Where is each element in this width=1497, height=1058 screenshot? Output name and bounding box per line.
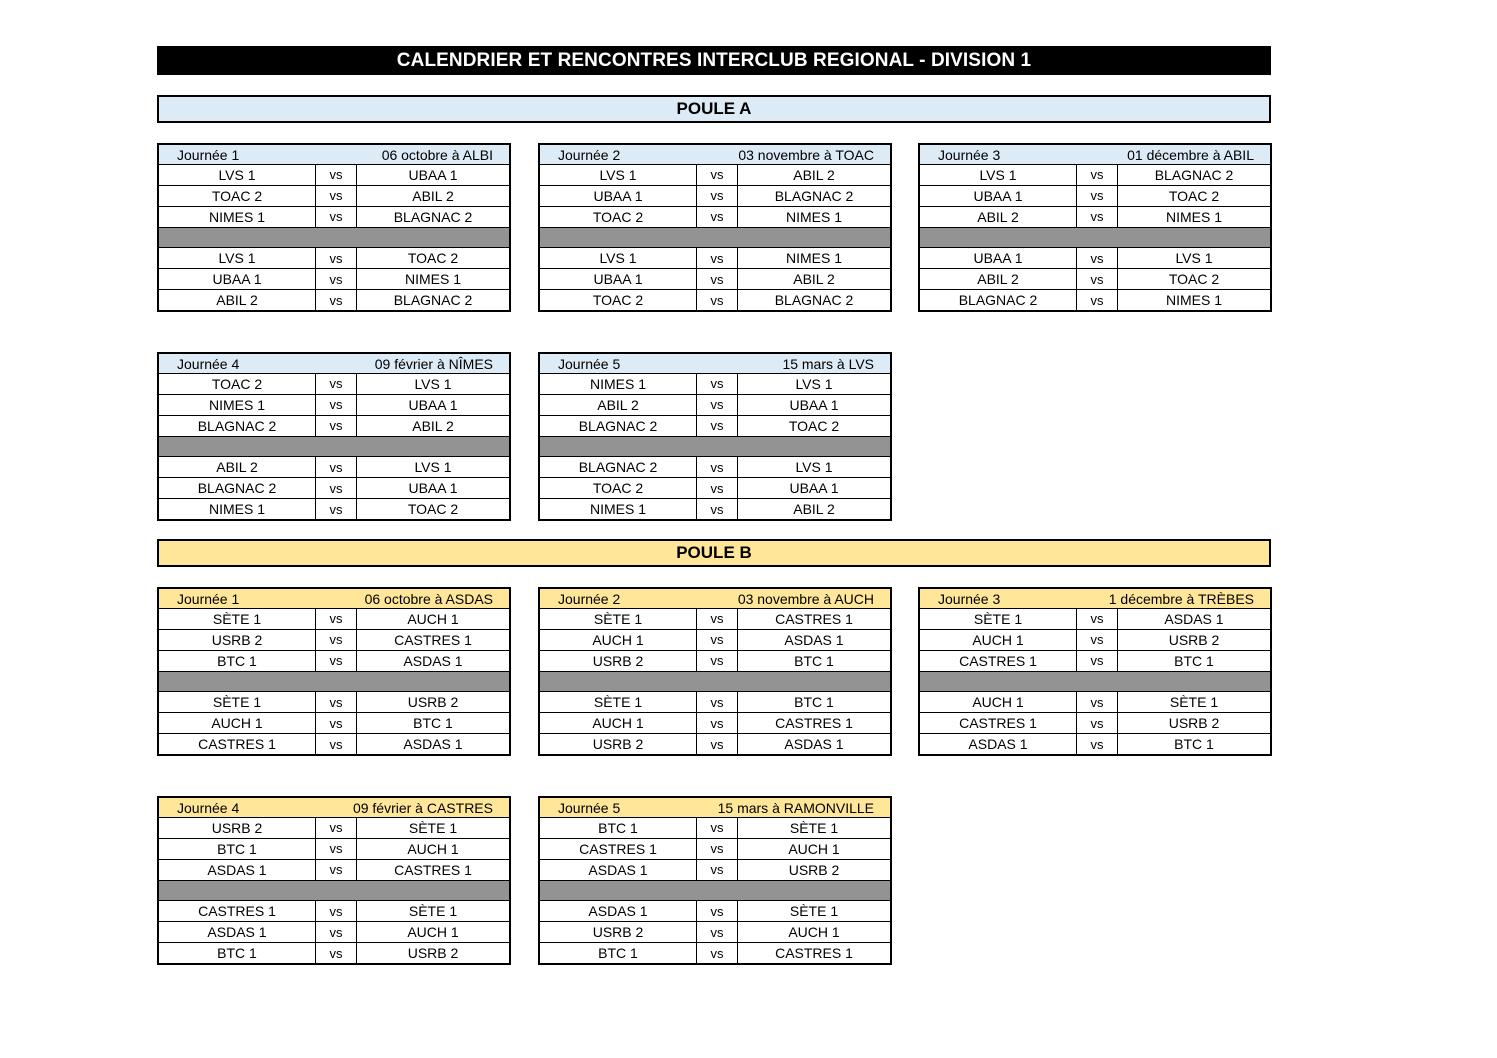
match-row bbox=[159, 165, 509, 186]
journee-block bbox=[157, 143, 511, 312]
away-team: ASDAS 1 bbox=[403, 736, 463, 753]
vs-label: vs bbox=[316, 839, 357, 859]
away-team: NIMES 1 bbox=[1165, 208, 1222, 225]
separator-row bbox=[159, 881, 509, 902]
home-team: CASTRES 1 bbox=[920, 713, 1077, 733]
away-team: ASDAS 1 bbox=[784, 736, 844, 753]
away-team: ASDAS 1 bbox=[1164, 610, 1224, 627]
away-team: CASTRES 1 bbox=[775, 715, 853, 732]
match-row bbox=[920, 207, 1270, 228]
away-team: BTC 1 bbox=[794, 694, 834, 711]
journee-block bbox=[538, 796, 892, 965]
away-team: LVS 1 bbox=[1175, 250, 1213, 267]
away-team: TOAC 2 bbox=[407, 250, 459, 267]
vs-label: vs bbox=[316, 922, 357, 942]
away-team: LVS 1 bbox=[795, 459, 833, 476]
match-row bbox=[159, 207, 509, 228]
home-team: CASTRES 1 bbox=[159, 734, 316, 754]
match-row bbox=[540, 692, 890, 713]
journee-label: Journée 1 bbox=[177, 146, 240, 163]
journee-block bbox=[538, 143, 892, 312]
away-team: CASTRES 1 bbox=[775, 945, 853, 962]
away-team: LVS 1 bbox=[795, 375, 833, 392]
vs-label: vs bbox=[316, 207, 357, 227]
vs-label: vs bbox=[316, 692, 357, 712]
journee-date: 09 février à CASTRES bbox=[352, 799, 493, 816]
vs-label: vs bbox=[1077, 269, 1118, 289]
away-team: TOAC 2 bbox=[407, 501, 459, 518]
home-team: LVS 1 bbox=[159, 248, 316, 268]
match-row bbox=[159, 499, 509, 519]
poule-b-header: POULE B bbox=[157, 539, 1271, 567]
home-team: TOAC 2 bbox=[540, 207, 697, 227]
away-team: UBAA 1 bbox=[408, 166, 458, 183]
away-team: BTC 1 bbox=[794, 652, 834, 669]
home-team: NIMES 1 bbox=[540, 499, 697, 519]
vs-label: vs bbox=[1077, 248, 1118, 268]
home-team: NIMES 1 bbox=[159, 499, 316, 519]
home-team: USRB 2 bbox=[540, 734, 697, 754]
journee-label: Journée 1 bbox=[177, 590, 240, 607]
vs-label: vs bbox=[697, 630, 738, 650]
away-team: UBAA 1 bbox=[408, 396, 458, 413]
home-team: SÈTE 1 bbox=[159, 692, 316, 712]
home-team: SÈTE 1 bbox=[540, 692, 697, 712]
match-row bbox=[159, 860, 509, 881]
away-team: BTC 1 bbox=[1174, 736, 1214, 753]
journee-date: 06 octobre à ASDAS bbox=[364, 590, 493, 607]
vs-label: vs bbox=[316, 651, 357, 671]
journee-label: Journée 5 bbox=[558, 799, 621, 816]
vs-label: vs bbox=[1077, 207, 1118, 227]
away-team: USRB 2 bbox=[1168, 631, 1220, 648]
home-team: ASDAS 1 bbox=[159, 922, 316, 942]
away-team: ABIL 2 bbox=[793, 501, 835, 518]
away-team: UBAA 1 bbox=[408, 480, 458, 497]
journee-label: Journée 2 bbox=[558, 590, 621, 607]
separator-row bbox=[540, 437, 890, 458]
away-team: AUCH 1 bbox=[788, 924, 840, 941]
away-team: BLAGNAC 2 bbox=[1154, 166, 1234, 183]
match-row bbox=[159, 395, 509, 416]
home-team: ASDAS 1 bbox=[540, 901, 697, 921]
vs-label: vs bbox=[697, 651, 738, 671]
match-row bbox=[920, 165, 1270, 186]
away-team: ABIL 2 bbox=[793, 271, 835, 288]
journee-label: Journée 3 bbox=[938, 146, 1001, 163]
match-row bbox=[540, 416, 890, 437]
vs-label: vs bbox=[697, 818, 738, 838]
vs-label: vs bbox=[316, 478, 357, 498]
away-team: ABIL 2 bbox=[412, 187, 454, 204]
journee-header bbox=[540, 798, 890, 818]
home-team: AUCH 1 bbox=[540, 630, 697, 650]
separator-row bbox=[159, 228, 509, 249]
away-team: SÈTE 1 bbox=[408, 819, 458, 836]
vs-label: vs bbox=[316, 457, 357, 477]
home-team: LVS 1 bbox=[159, 165, 316, 185]
journee-block bbox=[157, 587, 511, 756]
home-team: UBAA 1 bbox=[920, 186, 1077, 206]
vs-label: vs bbox=[1077, 186, 1118, 206]
vs-label: vs bbox=[316, 499, 357, 519]
journee-block bbox=[918, 143, 1272, 312]
away-team: TOAC 2 bbox=[788, 417, 840, 434]
journee-block bbox=[157, 796, 511, 965]
home-team: AUCH 1 bbox=[920, 692, 1077, 712]
vs-label: vs bbox=[316, 860, 357, 880]
away-team: SÈTE 1 bbox=[789, 819, 839, 836]
journee-date: 06 octobre à ALBI bbox=[381, 146, 493, 163]
home-team: BTC 1 bbox=[159, 651, 316, 671]
vs-label: vs bbox=[316, 734, 357, 754]
match-row bbox=[540, 248, 890, 269]
journee-block bbox=[538, 352, 892, 521]
journee-header bbox=[159, 145, 509, 165]
match-row bbox=[920, 734, 1270, 754]
match-row bbox=[540, 290, 890, 310]
vs-label: vs bbox=[697, 943, 738, 963]
away-team: UBAA 1 bbox=[789, 480, 839, 497]
vs-label: vs bbox=[697, 416, 738, 436]
match-row bbox=[540, 713, 890, 734]
away-team: TOAC 2 bbox=[1168, 271, 1220, 288]
home-team: USRB 2 bbox=[540, 651, 697, 671]
home-team: ASDAS 1 bbox=[920, 734, 1077, 754]
vs-label: vs bbox=[1077, 165, 1118, 185]
vs-label: vs bbox=[316, 248, 357, 268]
away-team: UBAA 1 bbox=[789, 396, 839, 413]
home-team: AUCH 1 bbox=[540, 713, 697, 733]
vs-label: vs bbox=[1077, 692, 1118, 712]
match-row bbox=[920, 269, 1270, 290]
vs-label: vs bbox=[697, 207, 738, 227]
journee-label: Journée 4 bbox=[177, 799, 240, 816]
journee-date: 09 février à NÎMES bbox=[374, 355, 493, 372]
home-team: CASTRES 1 bbox=[920, 651, 1077, 671]
match-row bbox=[159, 839, 509, 860]
vs-label: vs bbox=[316, 269, 357, 289]
home-team: USRB 2 bbox=[159, 630, 316, 650]
match-row bbox=[159, 713, 509, 734]
away-team: LVS 1 bbox=[414, 375, 452, 392]
home-team: USRB 2 bbox=[159, 818, 316, 838]
match-row bbox=[159, 290, 509, 310]
match-row bbox=[540, 165, 890, 186]
vs-label: vs bbox=[697, 374, 738, 394]
home-team: CASTRES 1 bbox=[159, 901, 316, 921]
home-team: AUCH 1 bbox=[159, 713, 316, 733]
home-team: BTC 1 bbox=[540, 943, 697, 963]
vs-label: vs bbox=[697, 860, 738, 880]
journee-date: 01 décembre à ABIL bbox=[1127, 146, 1254, 163]
vs-label: vs bbox=[316, 630, 357, 650]
away-team: NIMES 1 bbox=[1165, 292, 1222, 309]
journee-block bbox=[538, 587, 892, 756]
match-row bbox=[920, 186, 1270, 207]
away-team: USRB 2 bbox=[1168, 715, 1220, 732]
match-row bbox=[159, 901, 509, 922]
home-team: BTC 1 bbox=[159, 943, 316, 963]
home-team: LVS 1 bbox=[540, 248, 697, 268]
away-team: ABIL 2 bbox=[412, 417, 454, 434]
away-team: BLAGNAC 2 bbox=[774, 292, 854, 309]
vs-label: vs bbox=[697, 609, 738, 629]
home-team: ASDAS 1 bbox=[159, 860, 316, 880]
vs-label: vs bbox=[697, 248, 738, 268]
away-team: SÈTE 1 bbox=[1169, 694, 1219, 711]
away-team: BTC 1 bbox=[413, 715, 453, 732]
journee-header bbox=[920, 589, 1270, 609]
home-team: NIMES 1 bbox=[159, 395, 316, 415]
match-row bbox=[540, 839, 890, 860]
match-row bbox=[540, 943, 890, 963]
home-team: ASDAS 1 bbox=[540, 860, 697, 880]
vs-label: vs bbox=[1077, 609, 1118, 629]
vs-label: vs bbox=[316, 609, 357, 629]
journee-date: 15 mars à RAMONVILLE bbox=[717, 799, 874, 816]
away-team: USRB 2 bbox=[407, 945, 459, 962]
vs-label: vs bbox=[1077, 713, 1118, 733]
away-team: ASDAS 1 bbox=[784, 631, 844, 648]
vs-label: vs bbox=[697, 839, 738, 859]
match-row bbox=[540, 860, 890, 881]
match-row bbox=[540, 922, 890, 943]
away-team: USRB 2 bbox=[788, 861, 840, 878]
away-team: SÈTE 1 bbox=[789, 903, 839, 920]
vs-label: vs bbox=[1077, 651, 1118, 671]
away-team: ASDAS 1 bbox=[403, 652, 463, 669]
home-team: TOAC 2 bbox=[159, 374, 316, 394]
match-row bbox=[920, 651, 1270, 672]
away-team: BLAGNAC 2 bbox=[393, 292, 473, 309]
journee-header bbox=[159, 798, 509, 818]
away-team: AUCH 1 bbox=[788, 840, 840, 857]
match-row bbox=[159, 651, 509, 672]
home-team: SÈTE 1 bbox=[159, 609, 316, 629]
separator-row bbox=[540, 881, 890, 902]
home-team: TOAC 2 bbox=[159, 186, 316, 206]
away-team: NIMES 1 bbox=[404, 271, 461, 288]
away-team: NIMES 1 bbox=[785, 208, 842, 225]
match-row bbox=[159, 818, 509, 839]
separator-row bbox=[540, 228, 890, 249]
match-row bbox=[540, 499, 890, 519]
vs-label: vs bbox=[697, 395, 738, 415]
away-team: USRB 2 bbox=[407, 694, 459, 711]
separator-row bbox=[920, 672, 1270, 693]
home-team: TOAC 2 bbox=[540, 290, 697, 310]
away-team: NIMES 1 bbox=[785, 250, 842, 267]
journee-header bbox=[920, 145, 1270, 165]
away-team: BLAGNAC 2 bbox=[774, 187, 854, 204]
vs-label: vs bbox=[316, 416, 357, 436]
home-team: LVS 1 bbox=[540, 165, 697, 185]
vs-label: vs bbox=[316, 943, 357, 963]
match-row bbox=[540, 374, 890, 395]
vs-label: vs bbox=[697, 734, 738, 754]
match-row bbox=[159, 374, 509, 395]
home-team: ABIL 2 bbox=[920, 269, 1077, 289]
home-team: BTC 1 bbox=[159, 839, 316, 859]
home-team: ABIL 2 bbox=[540, 395, 697, 415]
match-row bbox=[920, 248, 1270, 269]
match-row bbox=[159, 922, 509, 943]
match-row bbox=[540, 395, 890, 416]
journee-block bbox=[918, 587, 1272, 756]
home-team: UBAA 1 bbox=[920, 248, 1077, 268]
match-row bbox=[159, 416, 509, 437]
match-row bbox=[540, 478, 890, 499]
page-title: CALENDRIER ET RENCONTRES INTERCLUB REGIONAL - DIVISION 1 bbox=[157, 46, 1271, 75]
match-row bbox=[920, 290, 1270, 310]
home-team: BLAGNAC 2 bbox=[920, 290, 1077, 310]
home-team: NIMES 1 bbox=[159, 207, 316, 227]
home-team: BLAGNAC 2 bbox=[159, 478, 316, 498]
match-row bbox=[540, 609, 890, 630]
home-team: USRB 2 bbox=[540, 922, 697, 942]
match-row bbox=[159, 692, 509, 713]
home-team: LVS 1 bbox=[920, 165, 1077, 185]
home-team: CASTRES 1 bbox=[540, 839, 697, 859]
home-team: NIMES 1 bbox=[540, 374, 697, 394]
vs-label: vs bbox=[316, 374, 357, 394]
match-row bbox=[159, 478, 509, 499]
home-team: BLAGNAC 2 bbox=[540, 457, 697, 477]
vs-label: vs bbox=[316, 290, 357, 310]
journee-header bbox=[159, 589, 509, 609]
vs-label: vs bbox=[1077, 630, 1118, 650]
match-row bbox=[540, 901, 890, 922]
journee-label: Journée 4 bbox=[177, 355, 240, 372]
home-team: SÈTE 1 bbox=[920, 609, 1077, 629]
journee-date: 03 novembre à TOAC bbox=[738, 146, 874, 163]
vs-label: vs bbox=[697, 165, 738, 185]
home-team: BLAGNAC 2 bbox=[540, 416, 697, 436]
away-team: AUCH 1 bbox=[407, 840, 459, 857]
vs-label: vs bbox=[697, 499, 738, 519]
home-team: SÈTE 1 bbox=[540, 609, 697, 629]
home-team: ABIL 2 bbox=[159, 290, 316, 310]
separator-row bbox=[540, 672, 890, 693]
vs-label: vs bbox=[1077, 734, 1118, 754]
home-team: ABIL 2 bbox=[920, 207, 1077, 227]
home-team: AUCH 1 bbox=[920, 630, 1077, 650]
vs-label: vs bbox=[697, 901, 738, 921]
vs-label: vs bbox=[697, 457, 738, 477]
journee-header bbox=[540, 589, 890, 609]
home-team: UBAA 1 bbox=[540, 269, 697, 289]
away-team: SÈTE 1 bbox=[408, 903, 458, 920]
vs-label: vs bbox=[697, 478, 738, 498]
separator-row bbox=[159, 672, 509, 693]
vs-label: vs bbox=[316, 713, 357, 733]
match-row bbox=[159, 269, 509, 290]
journee-header bbox=[159, 354, 509, 374]
away-team: ABIL 2 bbox=[793, 166, 835, 183]
match-row bbox=[540, 457, 890, 478]
separator-row bbox=[159, 437, 509, 458]
vs-label: vs bbox=[697, 186, 738, 206]
journee-date: 1 décembre à TRÈBES bbox=[1108, 590, 1254, 607]
poule-a-header: POULE A bbox=[157, 95, 1271, 123]
home-team: ABIL 2 bbox=[159, 457, 316, 477]
match-row bbox=[159, 186, 509, 207]
vs-label: vs bbox=[697, 713, 738, 733]
home-team: TOAC 2 bbox=[540, 478, 697, 498]
home-team: UBAA 1 bbox=[159, 269, 316, 289]
journee-date: 03 novembre à AUCH bbox=[737, 590, 874, 607]
match-row bbox=[159, 630, 509, 651]
match-row bbox=[920, 692, 1270, 713]
match-row bbox=[540, 734, 890, 754]
match-row bbox=[540, 269, 890, 290]
vs-label: vs bbox=[316, 818, 357, 838]
away-team: CASTRES 1 bbox=[394, 861, 472, 878]
away-team: CASTRES 1 bbox=[394, 631, 472, 648]
match-row bbox=[159, 457, 509, 478]
away-team: BTC 1 bbox=[1174, 652, 1214, 669]
journee-header bbox=[540, 354, 890, 374]
away-team: AUCH 1 bbox=[407, 610, 459, 627]
away-team: CASTRES 1 bbox=[775, 610, 853, 627]
home-team: BTC 1 bbox=[540, 818, 697, 838]
vs-label: vs bbox=[316, 395, 357, 415]
journee-date: 15 mars à LVS bbox=[782, 355, 874, 372]
separator-row bbox=[920, 228, 1270, 249]
vs-label: vs bbox=[697, 269, 738, 289]
match-row bbox=[540, 818, 890, 839]
match-row bbox=[540, 207, 890, 228]
match-row bbox=[920, 609, 1270, 630]
home-team: UBAA 1 bbox=[540, 186, 697, 206]
match-row bbox=[159, 734, 509, 754]
match-row bbox=[540, 651, 890, 672]
vs-label: vs bbox=[316, 165, 357, 185]
vs-label: vs bbox=[1077, 290, 1118, 310]
journee-header bbox=[540, 145, 890, 165]
match-row bbox=[159, 943, 509, 963]
journee-label: Journée 2 bbox=[558, 146, 621, 163]
match-row bbox=[159, 609, 509, 630]
match-row bbox=[920, 630, 1270, 651]
journee-block bbox=[157, 352, 511, 521]
match-row bbox=[159, 248, 509, 269]
vs-label: vs bbox=[697, 922, 738, 942]
away-team: LVS 1 bbox=[414, 459, 452, 476]
journee-label: Journée 3 bbox=[938, 590, 1001, 607]
vs-label: vs bbox=[697, 290, 738, 310]
vs-label: vs bbox=[316, 901, 357, 921]
match-row bbox=[540, 186, 890, 207]
match-row bbox=[920, 713, 1270, 734]
away-team: AUCH 1 bbox=[407, 924, 459, 941]
match-row bbox=[540, 630, 890, 651]
away-team: TOAC 2 bbox=[1168, 187, 1220, 204]
vs-label: vs bbox=[316, 186, 357, 206]
away-team: BLAGNAC 2 bbox=[393, 208, 473, 225]
journee-label: Journée 5 bbox=[558, 355, 621, 372]
vs-label: vs bbox=[697, 692, 738, 712]
home-team: BLAGNAC 2 bbox=[159, 416, 316, 436]
